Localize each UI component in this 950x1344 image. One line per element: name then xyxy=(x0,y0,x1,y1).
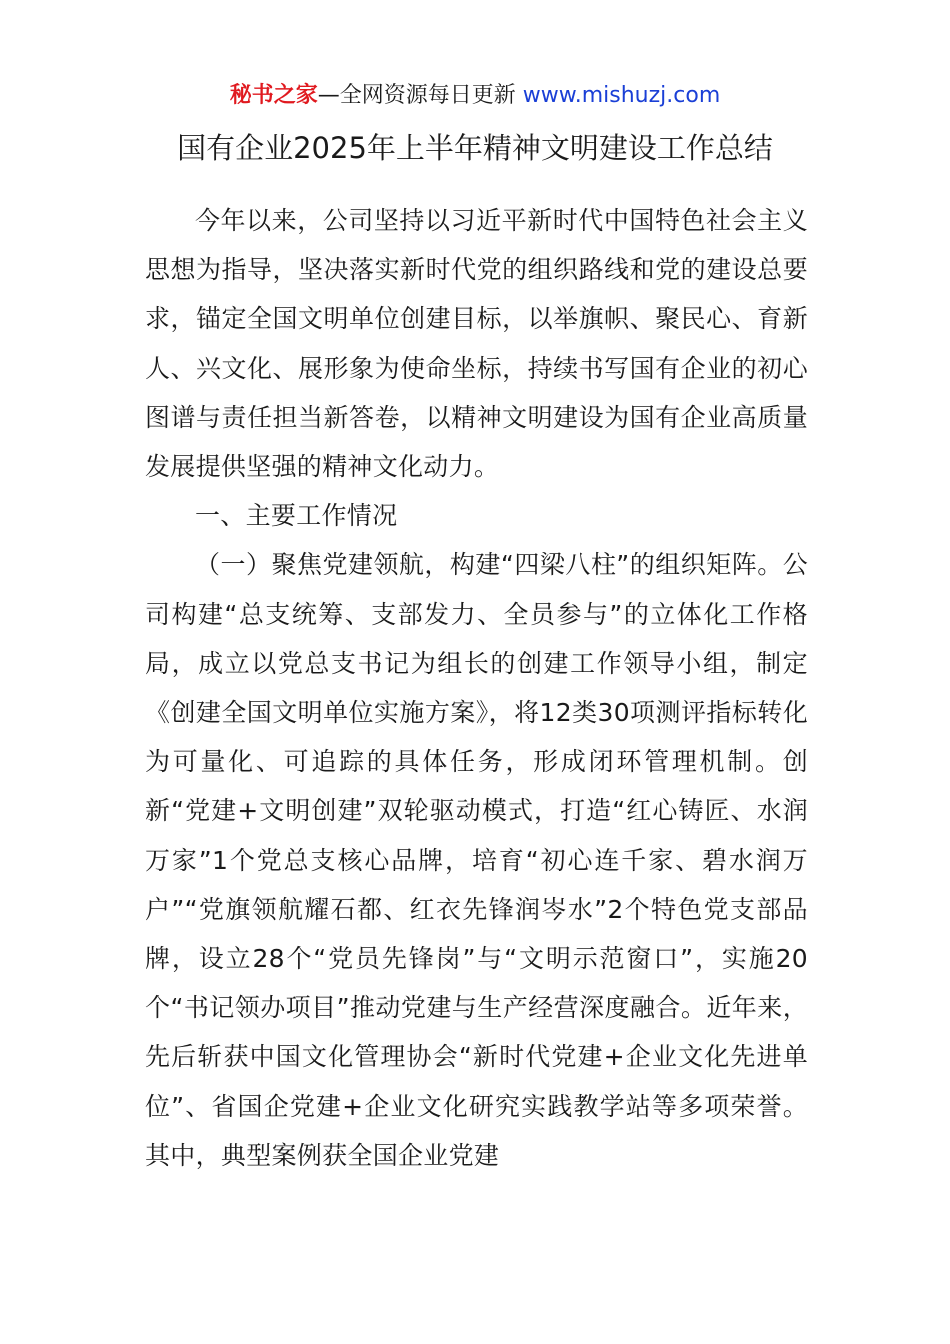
site-brand: 秘书之家 xyxy=(229,83,318,108)
subsection-paragraph: （一）聚焦党建领航，构建“四梁八柱”的组织矩阵。公司构建“总支统筹、支部发力、全员参与”的立体化工作格局，成立以党总支书记为组长的创建工作领导小组，制定《创建全国文明单位实施方案》，将12类30项测评指标转化为可量化、可追踪的具体任务，形成闭环管理机制。创新“党建+文明创建”双轮驱动模式，打造“红心铸匠、水润万家”1个党总支核心品牌，培育“初心连千家、碧水润万户”“党旗领航耀石都、红衣先锋润岑水”2个特色党支部品牌，设立28个“党员先锋岗”与“文明示范窗口”，实施20个“书记领办项目”推动党建与生产经营深度融合。近年来，先后斩获中国文化管理协会“新时代党建+企业文化先进单位”、省国企党建+企业文化研究实践教学站等多项荣誉。其中，典型案例获全国企业党建 xyxy=(145,550,808,1170)
section-heading: 一、主要工作情况 xyxy=(195,501,398,531)
document-title: 国有企业2025年上半年精神文明建设工作总结 xyxy=(177,131,773,165)
intro-paragraph: 今年以来，公司坚持以习近平新时代中国特色社会主义思想为指导，坚决落实新时代党的组织路线和党的建设总要求，锚定全国文明单位创建目标，以举旗帜、聚民心、育新人、兴文化、展形象为使命坐标，持续书写国有企业的初心图谱与责任担当新答卷，以精神文明建设为国有企业高质量发展提供坚强的精神文化动力。 xyxy=(145,206,808,482)
site-header xyxy=(0,80,950,112)
site-url-link[interactable]: www.mishuzj.com xyxy=(522,83,721,108)
site-tagline: —全网资源每日更新 xyxy=(317,83,523,108)
document-body xyxy=(145,196,808,1180)
